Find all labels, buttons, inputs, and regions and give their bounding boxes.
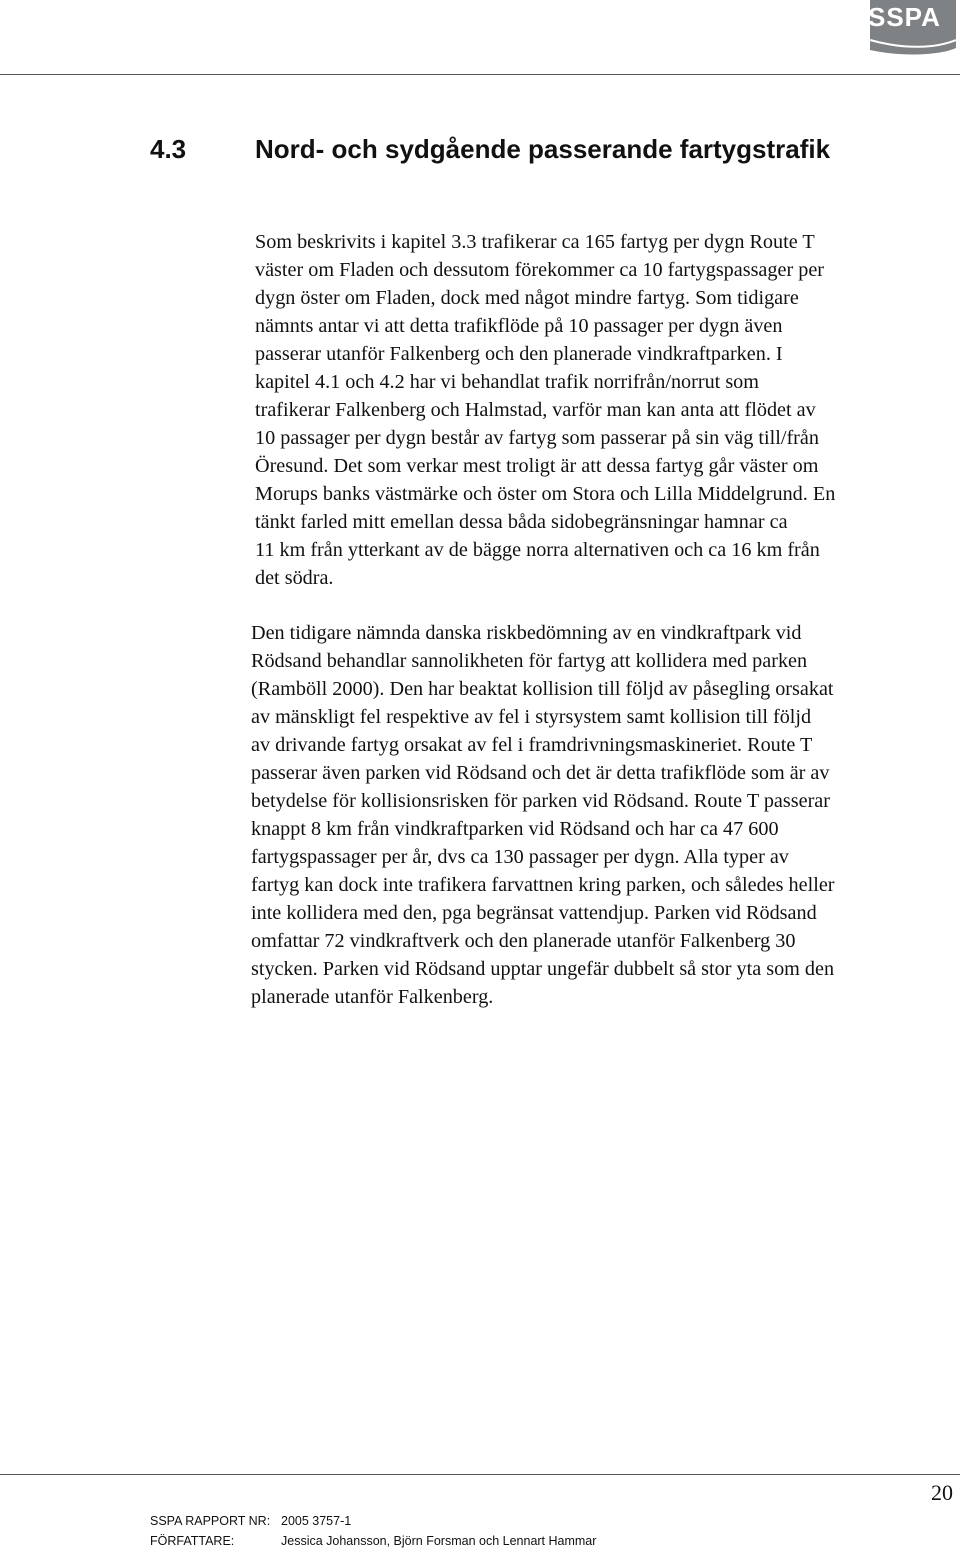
report-number-value: 2005 3757-1 (281, 1514, 352, 1528)
text-line: väster om Fladen och dessutom förekommer ca 10 fartygspassager per (255, 259, 824, 281)
footer-report-number (150, 1514, 351, 1528)
text-line: det södra. (255, 567, 334, 589)
text-line: fartyg kan dock inte trafikera farvattnen kring parken, och således heller (251, 874, 835, 896)
authors-label: FÖRFATTARE: (150, 1534, 235, 1548)
text-line: passerar även parken vid Rödsand och det är detta trafikflöde som är av (251, 762, 830, 784)
section-heading (150, 134, 830, 165)
section-title: Nord- och sydgående passerande fartygstrafik (255, 134, 831, 164)
section-number: 4.3 (150, 134, 187, 164)
text-line: kapitel 4.1 och 4.2 har vi behandlat trafik norrifrån/norrut som (255, 371, 759, 393)
text-line: Öresund. Det som verkar mest troligt är att dessa fartyg går väster om (255, 455, 819, 477)
paragraph-1 (255, 228, 945, 592)
paragraph-2 (251, 619, 956, 1011)
text-line: Morups banks västmärke och öster om Stora och Lilla Middelgrund. En (255, 483, 836, 505)
text-line: passerar utanför Falkenberg och den planerade vindkraftparken. I (255, 343, 783, 365)
text-line: trafikerar Falkenberg och Halmstad, varför man kan anta att flödet av (255, 399, 816, 421)
text-line: nämnts antar vi att detta trafikflöde på 10 passager per dygn även (255, 315, 783, 337)
text-line: av drivande fartyg orsakat av fel i framdrivningsmaskineriet. Route T (251, 734, 813, 756)
authors-value: Jessica Johansson, Björn Forsman och Lennart Hammar (281, 1534, 597, 1548)
text-line: Som beskrivits i kapitel 3.3 trafikerar ca 165 fartyg per dygn Route T (255, 231, 815, 253)
text-line: inte kollidera med den, pga begränsat vattendjup. Parken vid Rödsand (251, 902, 817, 924)
text-line: Den tidigare nämnda danska riskbedömning av en vindkraftpark vid (251, 622, 802, 644)
text-line: stycken. Parken vid Rödsand upptar ungefär dubbelt så stor yta som den (251, 958, 835, 980)
text-line: fartygspassager per år, dvs ca 130 passager per dygn. Alla typer av (251, 846, 789, 868)
text-line: omfattar 72 vindkraftverk och den planerade utanför Falkenberg 30 (251, 930, 796, 952)
text-line: (Ramböll 2000). Den har beaktat kollision till följd av påsegling orsakat (251, 678, 834, 700)
text-line: av mänskligt fel respektive av fel i styrsystem samt kollision till följd (251, 706, 812, 728)
text-line: Rödsand behandlar sannolikheten för fartyg att kollidera med parken (251, 650, 808, 672)
text-line: knappt 8 km från vindkraftparken vid Rödsand och har ca 47 600 (251, 818, 779, 840)
footer-divider (0, 1474, 960, 1475)
text-line: 11 km från ytterkant av de bägge norra alternativen och ca 16 km från (255, 539, 820, 561)
text-line: betydelse för kollisionsrisken för parken vid Rödsand. Route T passerar (251, 790, 830, 812)
logo-text: SSPA (868, 2, 941, 32)
page-number: 20 (931, 1480, 953, 1505)
header-divider (0, 74, 960, 75)
report-number-label: SSPA RAPPORT NR: (150, 1514, 271, 1528)
footer-authors (150, 1534, 596, 1548)
text-line: tänkt farled mitt emellan dessa båda sidobegränsningar hamnar ca (255, 511, 788, 533)
text-line: dygn öster om Fladen, dock med något mindre fartyg. Som tidigare (255, 287, 799, 309)
text-line: 10 passager per dygn består av fartyg som passerar på sin väg till/från (255, 427, 819, 449)
text-line: planerade utanför Falkenberg. (251, 986, 494, 1008)
